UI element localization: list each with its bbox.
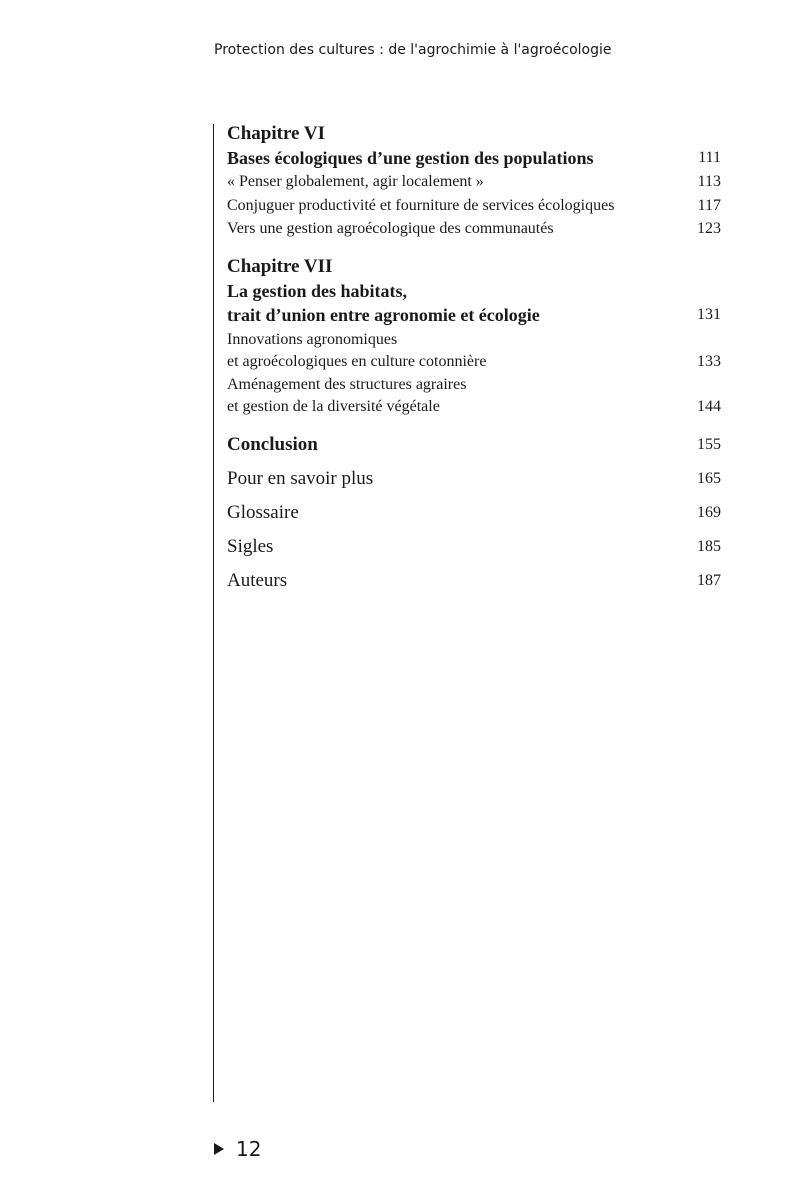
toc-entry[interactable] [227,329,721,374]
toc-entry-back-matter[interactable] [227,569,721,593]
page-number: 123 [697,220,721,237]
page-number: 111 [698,149,721,166]
toc-entry-back-matter[interactable] [227,535,721,559]
chapter-title-line: La gestion des habitats, [227,280,408,301]
section-title-line: et gestion de la diversité végétale [227,398,440,415]
back-matter-title: Pour en savoir plus [227,467,374,489]
page-number: 133 [697,353,721,370]
back-matter-title: Glossaire [227,501,299,523]
chapter-block [227,122,721,241]
page-number: 131 [697,305,721,323]
chapter-label: Chapitre VII [227,255,333,277]
chapter-title-row[interactable] [227,146,721,170]
toc-entry-back-matter[interactable] [227,501,721,525]
page-number: 169 [697,503,721,521]
toc-entry[interactable] [227,374,721,419]
toc-entry-back-matter[interactable] [227,467,721,491]
page-number: 155 [697,435,721,453]
page-number: 113 [697,173,721,190]
chapter-title-row[interactable] [227,303,721,327]
chapter-label: Chapitre VI [227,123,326,144]
back-matter-title: Sigles [227,535,274,557]
section-title: Vers une gestion agroécologique des communautés [227,220,554,237]
section-title: Conjuguer productivité et fourniture de services écologiques [227,196,615,214]
chapter-title: trait d’union entre agronomie et écologie [227,304,540,325]
toc-entry[interactable] [227,217,721,241]
chapter-block [227,255,721,419]
page-number: 187 [697,571,721,589]
section-title-line: et agroécologiques en culture cotonnière [227,353,487,370]
toc-entry[interactable] [227,194,721,218]
margin-rule [213,124,214,1102]
toc-entry[interactable] [227,170,721,194]
table-of-contents [227,122,721,593]
back-matter-title: Auteurs [227,569,288,591]
folio-number: 12 [236,1137,262,1161]
page-number: 185 [697,537,721,555]
triangle-right-icon [214,1143,224,1155]
page-number: 144 [697,398,721,415]
section-title-line: Aménagement des structures agraires [227,375,467,393]
running-head: Protection des cultures : de l'agrochimie à l'agroécologie [214,42,612,58]
page-number: 117 [697,196,721,214]
section-title: « Penser globalement, agir localement » [227,173,484,190]
chapter-title: Bases écologiques d’une gestion des populations [227,148,594,168]
section-title-line: Innovations agronomiques [227,330,398,348]
toc-entry-conclusion[interactable] [227,433,721,457]
conclusion-title: Conclusion [227,433,318,455]
page-number: 165 [697,469,721,487]
folio [214,1137,261,1161]
